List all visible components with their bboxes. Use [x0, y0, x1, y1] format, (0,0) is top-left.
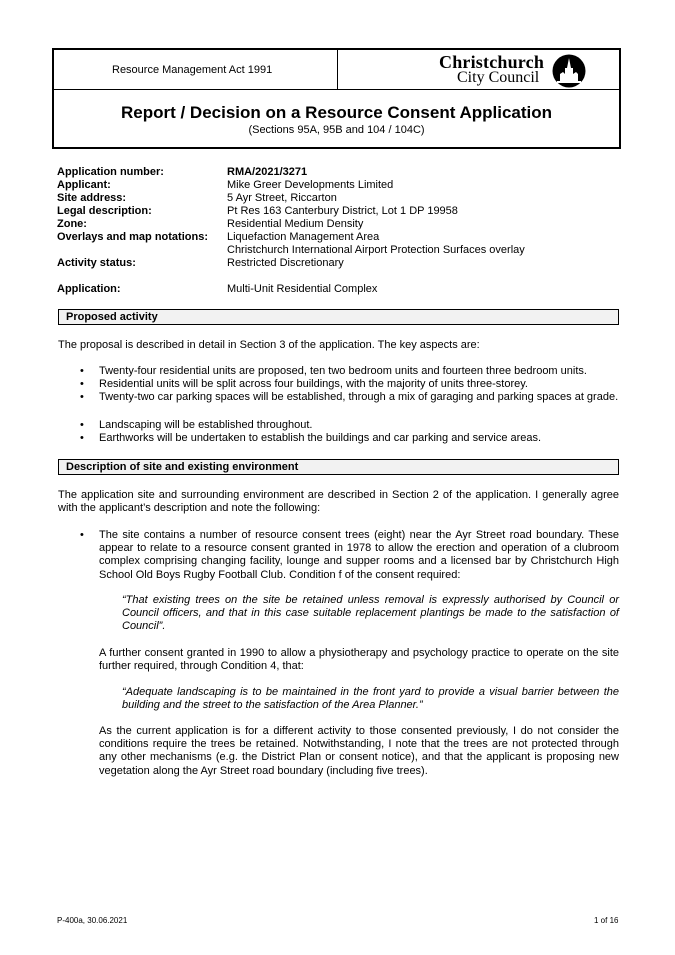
- council-logo: [439, 53, 589, 89]
- site-para-3: As the current application is for a different activity to those consented previously, I do not consider the conditions require the trees be retained. Notwithstanding, I note that the trees are not protected through any other mechanisms (e.g. the District Plan or consent notice), and that the applicant is proposing new vegetation along the Ayr Street road boundary (including five trees).: [99, 725, 619, 777]
- document-page: Resource Management Act 1991 Christchurch City Council Report / Decision on a Resource Consent Application (Sections 95A, 95B and 104 / 104C) Application number: RMA/2021/3271 Applicant: Mike Greer Developments Limited Site address: 5 Ayr Street, Riccarton Legal description: Pt Res 163 Canterbury District, Lot 1 DP 19958 Zone: Residential Medium Density Overlays and map notations: Liquefaction Management Area Christchurch International Airport Protection Surfaces overlay Activity status: Restricted Discretionary Application: Multi-Unit Residential Complex Proposed activity The proposal is described in detail in Section 3 of the application. The key aspects are: • Twenty-four residential units are proposed, ten two bedroom units and fourteen three bedroom units. • Residential units will be split across four buildings, with the majority of units three-storey. • Twenty-two car parking spaces will be established, through a mix of garaging and parking spaces at grade. • Landscaping will be established throughout. • Earthworks will be undertaken to establish the buildings and car parking and service areas. Description of site and existing environment The application site and surrounding environment are described in Section 2 of the application. I generally agree with the applicant’s description and note the following: • The site contains a number of resource consent trees (eight) near the Ayr Street road boundary. These appear to relate to a resource consent granted in 1978 to allow the erection and operation of a clubroom complex comprising changing facility, lounge and supper rooms and a licensed bar by Christchurch High School Old Boys Rugby Football Club. Condition f of the consent required: “That existing trees on the site be retained unless removal is expressly authorised by Council or Council officers, and that in this case suitable replacement plantings be made to the satisfaction of Council”. A further consent granted in 1990 to allow a physiotherapy and psychology practice to operate on the site further required, through Condition 4, that: “Adequate landscaping is to be maintained in the front yard to provide a visual barrier between the building and the street to the satisfaction of the Area Planner.” As the current application is for a different activity to those consented previously, I do not consider the conditions require the trees be retained. Notwithstanding, I note that the trees are not protected through any other mechanisms (e.g. the District Plan or consent notice), and that the applicant is proposing new vegetation along the Ayr Street road boundary (including five trees). P-400a, 30.06.2021 1 of 16: [0, 0, 675, 955]
- proposed-bullet-4: Landscaping will be established throughout.: [99, 419, 313, 431]
- section-heading-proposed-activity: Proposed activity: [58, 309, 619, 325]
- bullet-icon: •: [80, 529, 84, 541]
- quote-condition-4: “Adequate landscaping is to be maintained in the front yard to provide a visual barrier between the building and the street to the satisfaction of the Area Planner.”: [122, 686, 619, 712]
- quote-condition-f: “That existing trees on the site be retained unless removal is expressly authorised by Council or Council officers, and that in this case suitable replacement plantings be made to the satisfaction of Council”.: [122, 594, 619, 633]
- site-intro: The application site and surrounding environment are described in Section 2 of the application. I generally agree with the applicant’s description and note the following:: [58, 489, 619, 515]
- section-heading-site-description: Description of site and existing environment: [58, 459, 619, 475]
- logo-line1: Christchurch: [439, 52, 545, 72]
- bullet-icon: •: [80, 419, 84, 431]
- site-bullet-1: The site contains a number of resource consent trees (eight) near the Ayr Street road boundary. These appear to relate to a resource consent granted in 1978 to allow the erection and operation of a clubroom complex comprising changing facility, lounge and supper rooms and a licensed bar by Christchurch High School Old Boys Rugby Football Club. Condition f of the consent required:: [99, 529, 619, 581]
- proposed-bullet-5: Earthworks will be undertaken to establish the buildings and car parking and service areas.: [99, 432, 542, 444]
- site-para-2: A further consent granted in 1990 to allow a physiotherapy and psychology practice to operate on the site further required, through Condition 4, that:: [99, 647, 619, 673]
- proposed-bullet-1: Twenty-four residential units are proposed, ten two bedroom units and fourteen three bedroom units.: [99, 365, 587, 377]
- bullet-icon: •: [80, 378, 84, 390]
- proposed-intro: The proposal is described in detail in Section 3 of the application. The key aspects are:: [58, 339, 480, 351]
- bullet-icon: •: [80, 432, 84, 444]
- report-title: Report / Decision on a Resource Consent Application: [120, 103, 553, 122]
- bullet-icon: •: [80, 391, 84, 403]
- bullet-icon: •: [80, 365, 84, 377]
- footer-form-code: P-400a, 30.06.2021: [57, 916, 128, 925]
- report-subtitle: (Sections 95A, 95B and 104 / 104C): [248, 124, 425, 136]
- header-divider: [337, 50, 338, 90]
- proposed-bullet-2: Residential units will be split across four buildings, with the majority of units three-storey.: [99, 378, 528, 390]
- header-top-row: [54, 50, 619, 90]
- header-box: [52, 48, 621, 149]
- cathedral-logo-icon: [551, 54, 587, 88]
- footer-page-number: 1 of 16: [594, 916, 619, 925]
- act-name: Resource Management Act 1991: [112, 64, 273, 76]
- proposed-bullet-3: Twenty-two car parking spaces will be established, through a mix of garaging and parking spaces at grade.: [99, 391, 619, 403]
- logo-line2: City Council: [457, 69, 540, 86]
